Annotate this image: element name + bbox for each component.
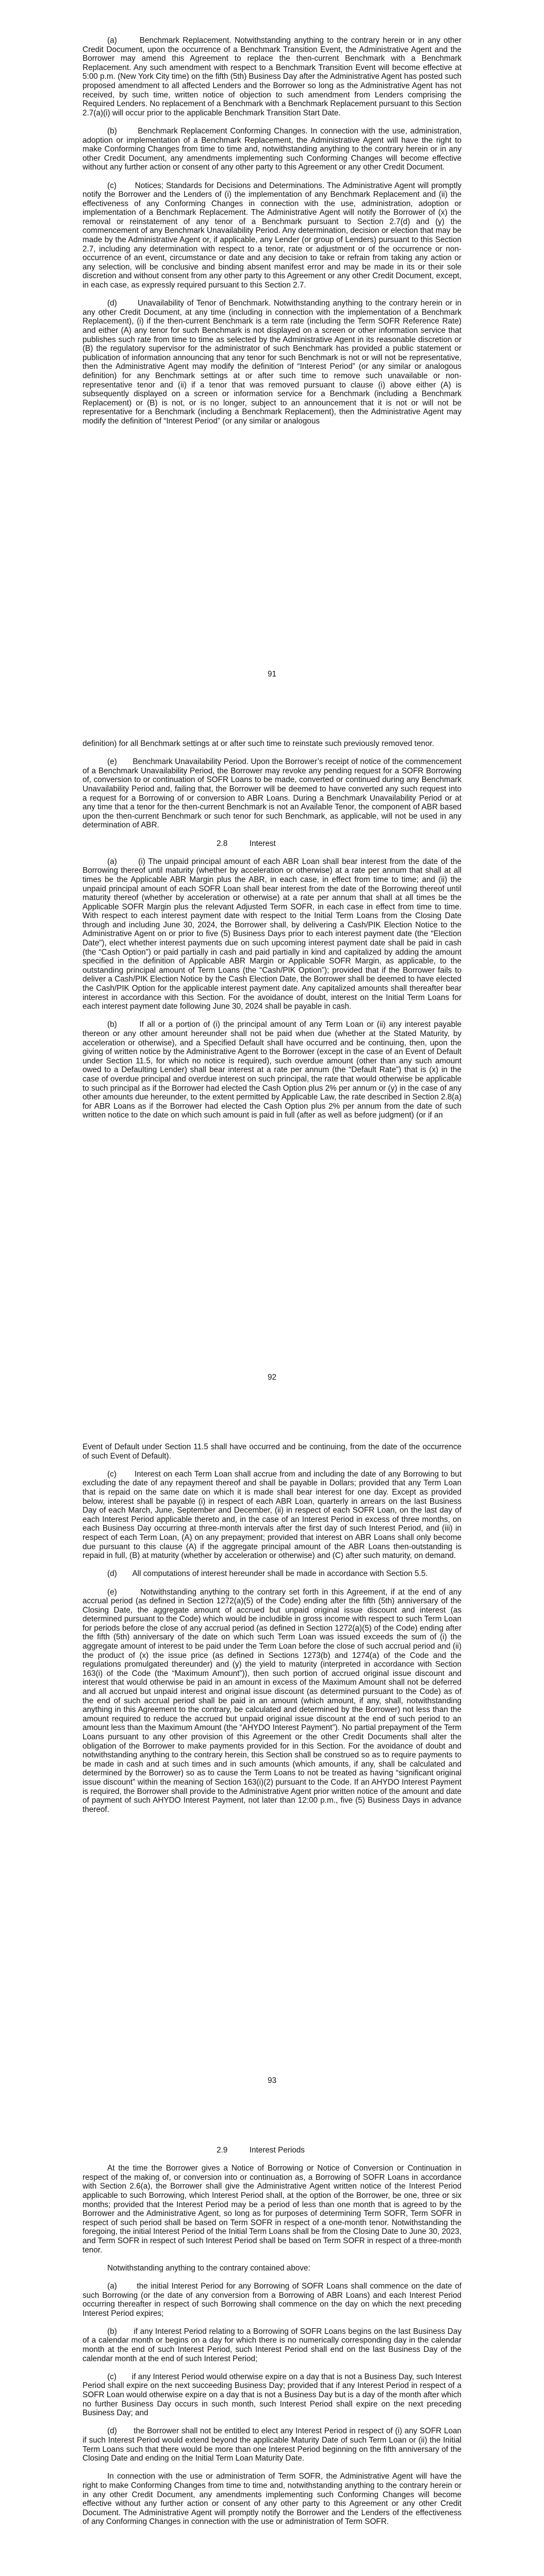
document-page-1: [0, 0, 544, 703]
paragraph: (b) Benchmark Replacement Conforming Changes. In connection with the use, administration, adoption or implementation of a Benchmark Replacement, the Administrative Agent will have the right to make Conforming Changes from time to time and, notwithstanding anything to the contrary herein or in any other Credit Document, any amendments implementing such Conforming Changes will become effective without any further action or consent of any other party to this Agreement or any other Credit Document.: [83, 126, 461, 172]
page-body: [83, 1443, 461, 1823]
section-heading: 2.8 Interest: [217, 839, 276, 848]
page-number: 93: [267, 2076, 276, 2085]
paragraph: (b) if any Interest Period relating to a Borrowing of SOFR Loans begins on the last Business Day of a calendar month or begins on a day for which there is no numerically corresponding day in the calendar month at the end of such Interest Period, such Interest Period shall end on the last Business Day of the calendar month at the end of such Interest Period;: [83, 2327, 461, 2363]
document-page-2: [0, 703, 544, 1406]
page-body: [83, 36, 461, 435]
document-page-4: [0, 2110, 544, 2576]
paragraph: (a) the initial Interest Period for any Borrowing of SOFR Loans shall commence on the date of such Borrowing (or the date of any conversion from a Borrowing of ABR Loans) and each Interest Period occurring thereafter in respect of such Borrowing shall commence on the day on which the next preceding Interest Period expires;: [83, 2281, 461, 2318]
paragraph: (e) Benchmark Unavailability Period. Upon the Borrower’s receipt of notice of the commencement of a Benchmark Unavailability Period, the Borrower may revoke any pending request for a SOFR Borrowing of, conversion to or continuation of SOFR Loans to be made, converted or continued during any Benchmark Unavailability Period and, failing that, the Borrower will be deemed to have converted any such request into a request for a Borrowing of or conversion to ABR Loans. During a Benchmark Unavailability Period or at any time that a tenor for the then-current Benchmark is not an Available Tenor, the component of ABR based upon the then-current Benchmark or such tenor for such Benchmark, as applicable, will not be used in any determination of ABR.: [83, 757, 461, 830]
paragraph: definition) for all Benchmark settings at or after such time to reinstate such previously removed tenor.: [83, 739, 434, 748]
paragraph: Notwithstanding anything to the contrary contained above:: [107, 2263, 310, 2273]
page-body: [83, 739, 461, 1129]
paragraph: (c) Notices; Standards for Decisions and Determinations. The Administrative Agent will promptly notify the Borrower and the Lenders of (i) the implementation of any Benchmark Replacement and (ii) the effectiveness of any Conforming Changes in connection with the use, administration, adoption or implementation of a Benchmark Replacement. The Administrative Agent will notify the Borrower of (x) the removal or reinstatement of any tenor of a Benchmark pursuant to Section 2.7(d) and (y) the commencement of any Benchmark Unavailability Period. Any determination, decision or election that may be made by the Administrative Agent or, if applicable, any Lender (or group of Lenders) pursuant to this Section 2.7, including any determination with respect to a tenor, rate or adjustment or of the occurrence or non-occurrence of an event, circumstance or date and any decision to take or refrain from taking any action or any selection, will be conclusive and binding absent manifest error and may be made in its or their sole discretion and without consent from any other party to this Agreement or any other Credit Document, except, in each case, as expressly required pursuant to this Section 2.7.: [83, 181, 461, 290]
page-number: 91: [267, 670, 276, 679]
paragraph: (a) Benchmark Replacement. Notwithstanding anything to the contrary herein or in any other Credit Document, upon the occurrence of a Benchmark Transition Event, the Administrative Agent and the Borrower may amend this Agreement to replace the then-current Benchmark with a Benchmark Replacement. Any such amendment with respect to a Benchmark Transition Event will become effective at 5:00 p.m. (New York City time) on the fifth (5th) Business Day after the Administrative Agent has posted such proposed amendment to all affected Lenders and the Borrower so long as the Administrative Agent has not received, by such time, written notice of objection to such amendment from Lenders comprising the Required Lenders. No replacement of a Benchmark with a Benchmark Replacement pursuant to this Section 2.7(a)(i) will occur prior to the applicable Benchmark Transition Start Date.: [83, 36, 461, 117]
paragraph: (e) Notwithstanding anything to the contrary set forth in this Agreement, if at the end of any accrual period (as defined in Section 1272(a)(5) of the Code) ending after the fifth (5th) anniversary of the Closing Date, the aggregate amount of accrued but unpaid original issue discount and interest (as determined pursuant to the Code) which would be includible in gross income with respect to such Term Loan for periods before the close of any accrual period (as defined in Section 1272(a)(5) of the Code) ending after the fifth (5th) anniversary of the date on which such Term Loan was issued exceeds the sum of (i) the aggregate amount of interest to be paid under the Term Loan before the close of such accrual period and (ii) the product of (x) the issue price (as defined in Sections 1273(b) and 1274(a) of the Code and the regulations promulgated thereunder) and (y) the yield to maturity (interpreted in accordance with Section 163(i) of the Code (the “Maximum Amount”)), then such portion of accrued original issue discount and interest that would otherwise be paid in an amount in excess of the Maximum Amount shall not be deferred and all accrued but unpaid interest and original issue discount (as determined pursuant to the Code) as of the end of such accrual period shall be paid in an amount (which amount, if any, shall, notwithstanding anything in this Agreement to the contrary, be calculated and determined by the Borrower) not less than the amount required to reduce the accrued but unpaid original issue discount at the end of such period to an amount less than the Maximum Amount (the “AHYDO Interest Payment”). No partial prepayment of the Term Loans pursuant to any other provision of this Agreement or the other Credit Documents shall alter the obligation of the Borrower to make payments provided for in this Section. For the avoidance of doubt and notwithstanding anything to the contrary herein, this Section shall be construed so as to require payments to be made in cash and at such times and in such amounts (which amounts, if any, shall be calculated and determined by the Borrower) so as to cause the Term Loans to not be treated as having “significant original issue discount” within the meaning of Section 163(i)(2) pursuant to the Code. If an AHYDO Interest Payment is required, the Borrower shall provide to the Administrative Agent prior written notice of the amount and date of payment of such AHYDO Interest Payment, not later than 12:00 p.m., five (5) Business Days in advance thereof.: [83, 1587, 461, 1814]
paragraph: In connection with the use or administration of Term SOFR, the Administrative Agent will have the right to make Conforming Changes from time to time and, notwithstanding anything to the contrary herein or in any other Credit Document, any amendments implementing such Conforming Changes will become effective without any further action or consent of any other party to this Agreement or any other Credit Document. The Administrative Agent will promptly notify the Borrower and the Lenders of the effectiveness of any Conforming Changes in connection with the use or administration of Term SOFR.: [83, 2472, 461, 2527]
page-body: [83, 2146, 461, 2536]
paragraph: At the time the Borrower gives a Notice of Borrowing or Notice of Conversion or Continuation in respect of the making of, or conversion into or continuation as, a Borrowing of SOFR Loans in accordance with Section 2.6(a), the Borrower shall give the Administrative Agent written notice of the Interest Period applicable to such Borrowing, which Interest Period shall, at the option of the Borrower, be one, three or six months; provided that the Interest Period may be a period of less than one month that is agreed to by the Borrower and the Administrative Agent, so long as for purposes of determining Term SOFR, Term SOFR in respect of such period shall be based on Term SOFR in respect of a one-month tenor. Notwithstanding the foregoing, the initial Interest Period of the Initial Term Loans shall be from the Closing Date to June 30, 2023, and Term SOFR in respect of such Interest Period shall be based on Term SOFR in respect of a three-month tenor.: [83, 2164, 461, 2255]
paragraph: (a) (i) The unpaid principal amount of each ABR Loan shall bear interest from the date of the Borrowing thereof until maturity (whether by acceleration or otherwise) at a rate per annum that shall at all times be the Applicable ABR Margin plus the ABR, in each case, in effect from time to time; and (ii) the unpaid principal amount of each SOFR Loan shall bear interest from the date of the Borrowing thereof until maturity thereof (whether by acceleration or otherwise) at a rate per annum that shall at all times be the Applicable SOFR Margin plus the relevant Adjusted Term SOFR, in each case in effect from time to time. With respect to each interest payment date with respect to the Initial Term Loans from the Closing Date through and including June 30, 2024, the Borrower shall, by delivering a Cash/PIK Election Notice to the Administrative Agent on or prior to five (5) Business Days prior to each interest payment date (the “Election Date”), elect whether interest payments due on such upcoming interest payment date shall be paid in cash (the “Cash Option”) or paid partially in cash and paid partially in kind and capitalized by adding the amount specified in the definition of Applicable ABR Margin or Applicable SOFR Margin, as applicable, to the outstanding principal amount of Term Loans (the “Cash/PIK Option”); provided that if the Borrower fails to deliver a Cash/PIK Election Notice by the Cash Election Date, the Borrower shall be deemed to have elected the Cash/PIK Option for the applicable interest payment date. Any capitalized amounts shall thereafter bear interest in accordance with this Section. For the avoidance of doubt, interest on the Initial Term Loans for each interest payment date following June 30, 2024 shall be payable in cash.: [83, 857, 461, 1011]
page-number: 92: [267, 1373, 276, 1382]
paragraph: (c) if any Interest Period would otherwise expire on a day that is not a Business Day, such Interest Period shall expire on the next succeeding Business Day; provided that if any Interest Period in respect of a SOFR Loan would otherwise expire on a day that is not a Business Day but is a day of the month after which no further Business Day occurs in such month, such Interest Period shall expire on the next preceding Business Day; and: [83, 2372, 461, 2418]
paragraph: (d) the Borrower shall not be entitled to elect any Interest Period in respect of (i) any SOFR Loan if such Interest Period would extend beyond the applicable Maturity Date of such Term Loan or (ii) the Initial Term Loans such that there would be more than one Interest Period beginning on the fifth anniversary of the Closing Date and ending on the Initial Term Loan Maturity Date.: [83, 2427, 461, 2463]
paragraph: (d) Unavailability of Tenor of Benchmark. Notwithstanding anything to the contrary herein or in any other Credit Document, at any time (including in connection with the implementation of a Benchmark Replacement), (i) if the then-current Benchmark is a term rate (including the Term SOFR Reference Rate) and either (A) any tenor for such Benchmark is not displayed on a screen or other information service that publishes such rate from time to time as selected by the Administrative Agent in its reasonable discretion or (B) the regulatory supervisor for the administrator of such Benchmark has provided a public statement or publication of information announcing that any tenor for such Benchmark is not or will not be representative, then the Administrative Agent may modify the definition of “Interest Period” (or any similar or analogous definition) for any Benchmark settings at or after such time to remove such unavailable or non-representative tenor and (ii) if a tenor that was removed pursuant to clause (i) above either (A) is subsequently displayed on a screen or information service for a Benchmark (including a Benchmark Replacement) or (B) is not, or is no longer, subject to an announcement that it is not or will not be representative for a Benchmark (including a Benchmark Replacement), then the Administrative Agent may modify the definition of “Interest Period” (or any similar or analogous: [83, 299, 461, 426]
paragraph: (c) Interest on each Term Loan shall accrue from and including the date of any Borrowing to but excluding the date of any repayment thereof and shall be payable in Dollars; provided that any Term Loan that is repaid on the same date on which it is made shall bear interest for one day. Except as provided below, interest shall be payable (i) in respect of each ABR Loan, quarterly in arrears on the last Business Day of each March, June, September and December, (ii) in respect of each SOFR Loan, on the last day of each Interest Period applicable thereto and, in the case of an Interest Period in excess of three months, on each Business Day occurring at three-month intervals after the first day of such Interest Period, and (iii) in respect of each Term Loan, (A) on any prepayment; provided that interest on ABR Loans shall only become due pursuant to this clause (A) if the aggregate principal amount of the ABR Loans then-outstanding is repaid in full, (B) at maturity (whether by acceleration or otherwise) and (C) after such maturity, on demand.: [83, 1469, 461, 1561]
document-page-3: [0, 1406, 544, 2110]
section-heading: 2.9 Interest Periods: [217, 2146, 305, 2155]
paragraph: (d) All computations of interest hereunder shall be made in accordance with Section 5.5.: [107, 1569, 428, 1579]
paragraph: Event of Default under Section 11.5 shall have occurred and be continuing, from the date of the occurrence of such Event of Default).: [83, 1443, 461, 1461]
paragraph: (b) If all or a portion of (i) the principal amount of any Term Loan or (ii) any interest payable thereon or any other amount hereunder shall not be paid when due (whether at the Stated Maturity, by acceleration or otherwise), and a Specified Default shall have occurred and be continuing, then, upon the giving of written notice by the Administrative Agent to the Borrower (except in the case of an Event of Default under Section 11.5, for which no notice is required), such overdue amount (other than any such amount owed to a Defaulting Lender) shall bear interest at a rate per annum (the “Default Rate”) that is (x) in the case of overdue principal and overdue interest on such principal, the rate that would otherwise be applicable to such principal as if the Borrower had elected the Cash Option plus 2% per annum or (y) in the case of any other amounts due hereunder, to the extent permitted by Applicable Law, the rate described in Section 2.8(a) for ABR Loans as if the Borrower had elected the Cash Option plus 2% per annum from the date of such written notice to the date on which such amount is paid in full (after as well as before judgment) (or if an: [83, 1020, 461, 1120]
